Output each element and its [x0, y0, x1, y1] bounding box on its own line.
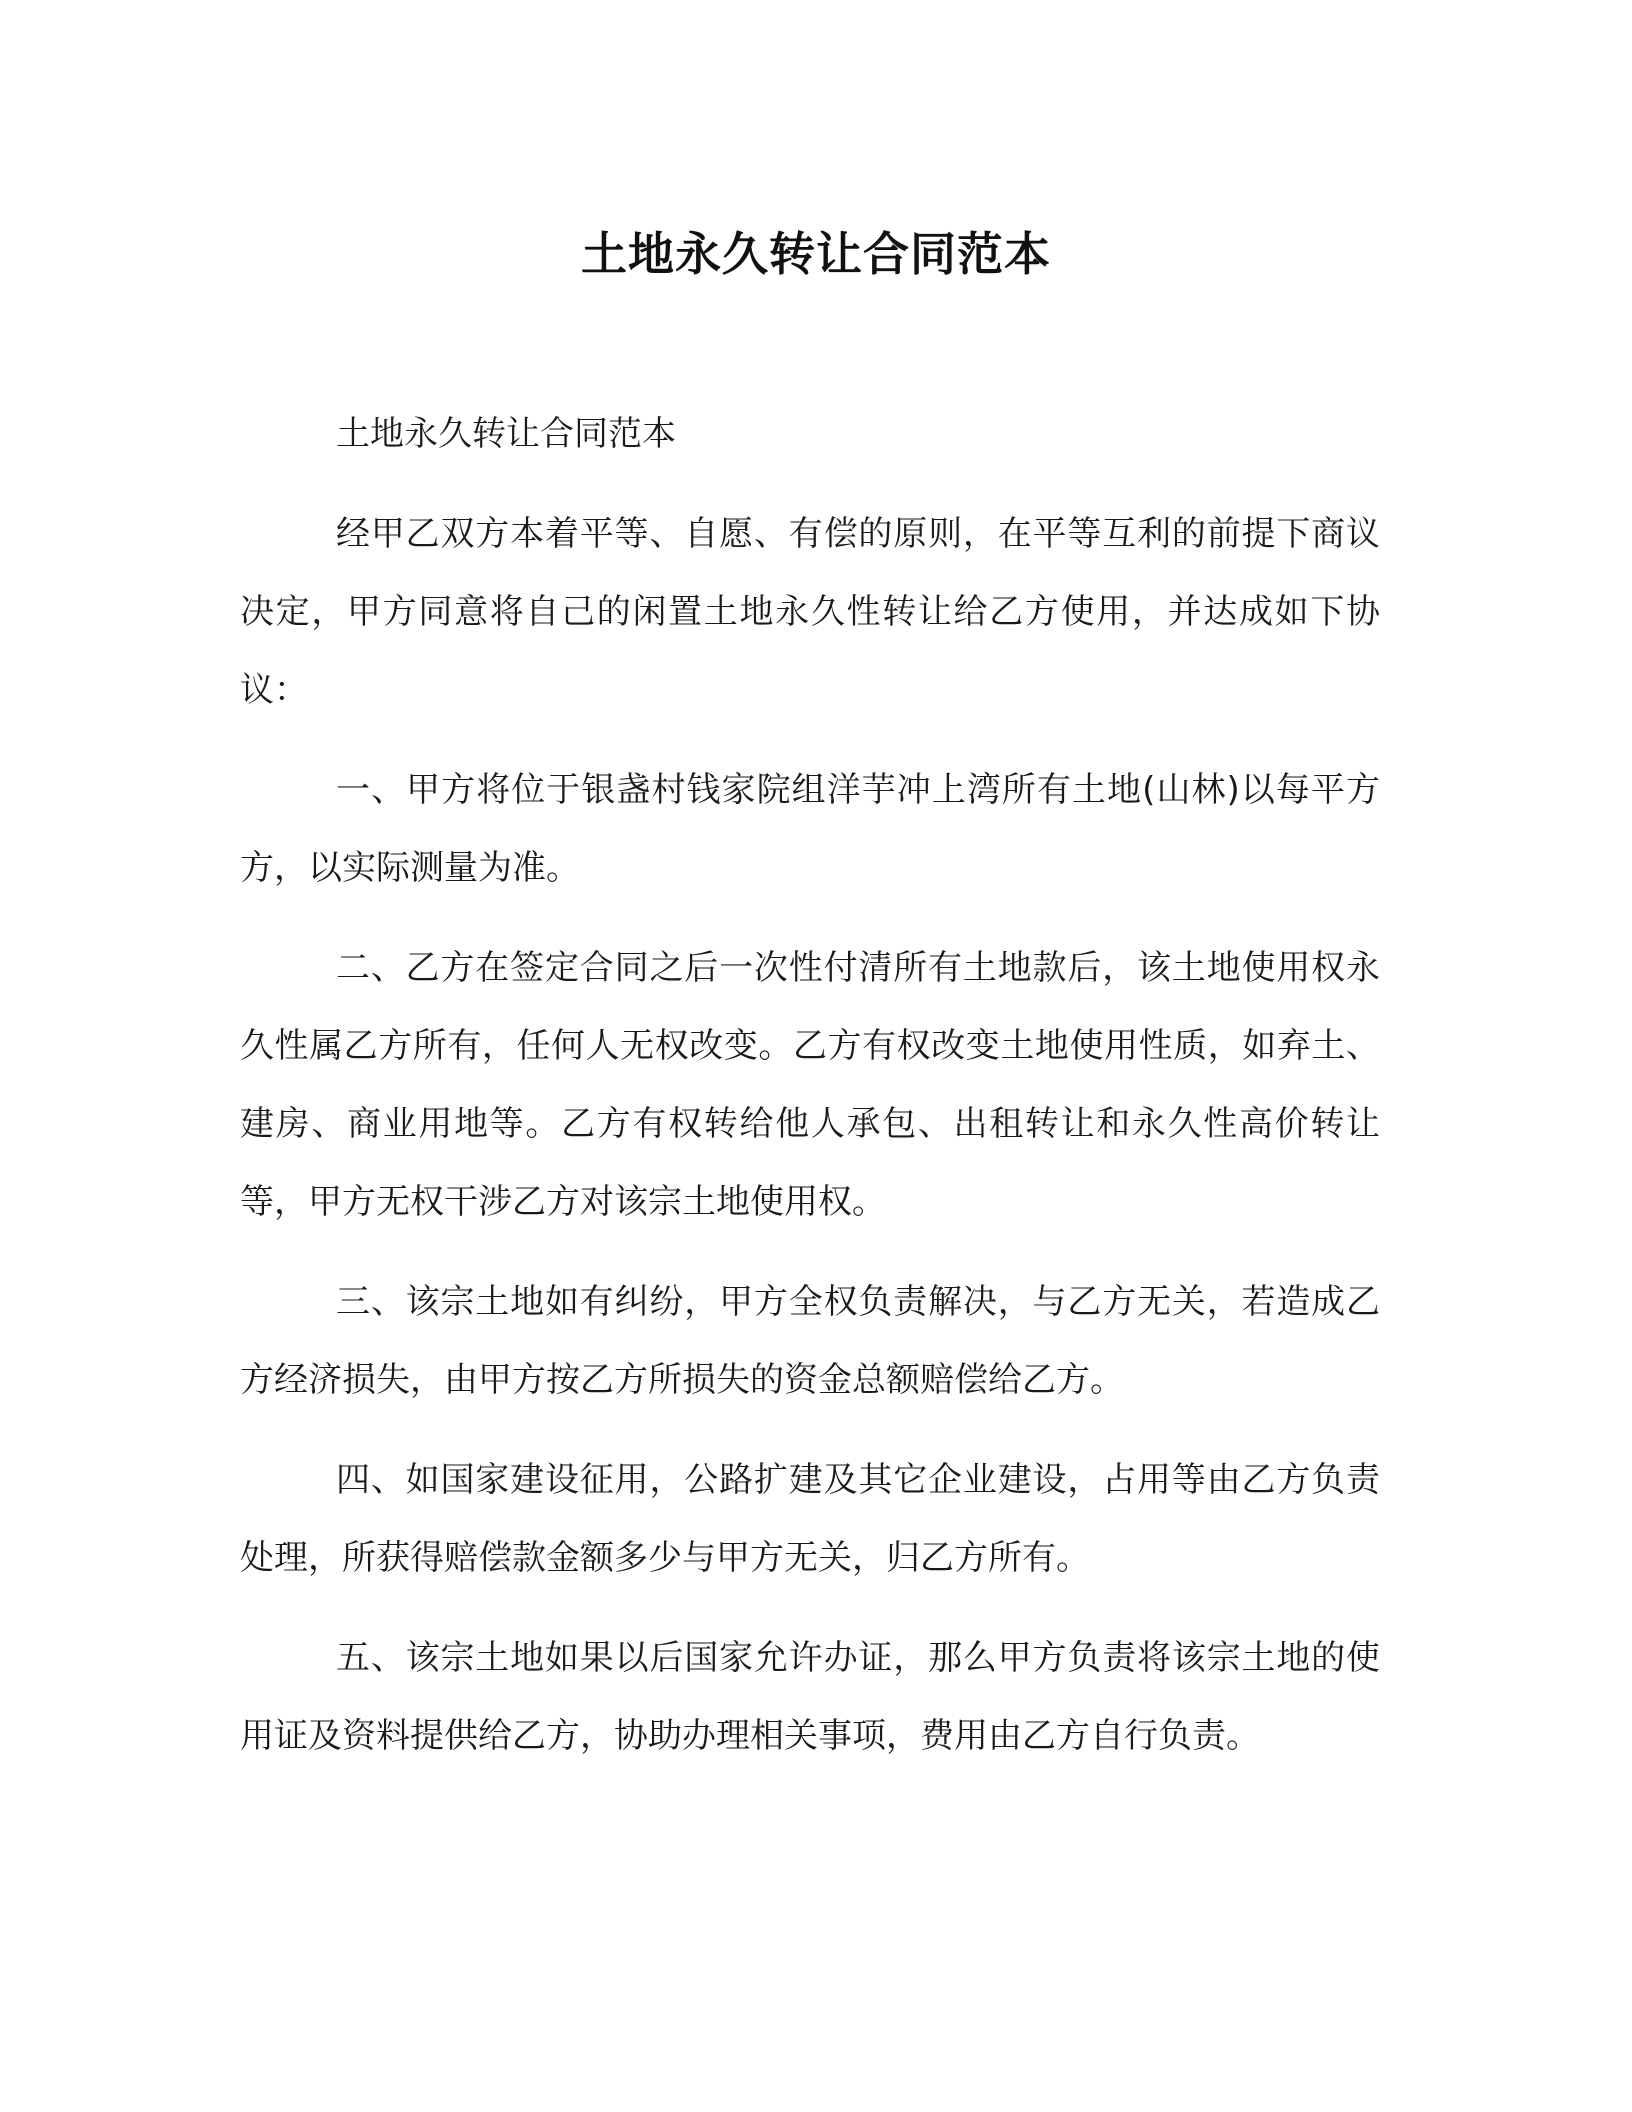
document-title: 土地永久转让合同范本	[581, 227, 1051, 281]
paragraph-clause-3: 三、该宗土地如有纠纷，甲方全权负责解决，与乙方无关，若造成乙方经济损失，由甲方按乙方所损失的资金总额赔偿给乙方。	[240, 1282, 1380, 1400]
document-body	[240, 395, 1380, 1797]
paragraph-intro: 经甲乙双方本着平等、自愿、有偿的原则，在平等互利的前提下商议决定，甲方同意将自己的闲置土地永久性转让给乙方使用，并达成如下协议：	[240, 514, 1380, 710]
paragraph-clause-2: 二、乙方在签定合同之后一次性付清所有土地款后，该土地使用权永久性属乙方所有，任何人无权改变。乙方有权改变土地使用性质，如弃土、建房、商业用地等。乙方有权转给他人承包、出租转让和永久性高价转让等，甲方无权干涉乙方对该宗土地使用权。	[240, 948, 1380, 1222]
document-subtitle: 土地永久转让合同范本	[336, 414, 676, 454]
paragraph-clause-1: 一、甲方将位于银盏村钱家院组洋芋冲上湾所有土地(山林)以每平方方，以实际测量为准。	[240, 770, 1380, 888]
paragraph-clause-5: 五、该宗土地如果以后国家允许办证，那么甲方负责将该宗土地的使用证及资料提供给乙方，协助办理相关事项，费用由乙方自行负责。	[240, 1638, 1380, 1756]
paragraph-clause-4: 四、如国家建设征用，公路扩建及其它企业建设，占用等由乙方负责处理，所获得赔偿款金额多少与甲方无关，归乙方所有。	[240, 1460, 1380, 1578]
